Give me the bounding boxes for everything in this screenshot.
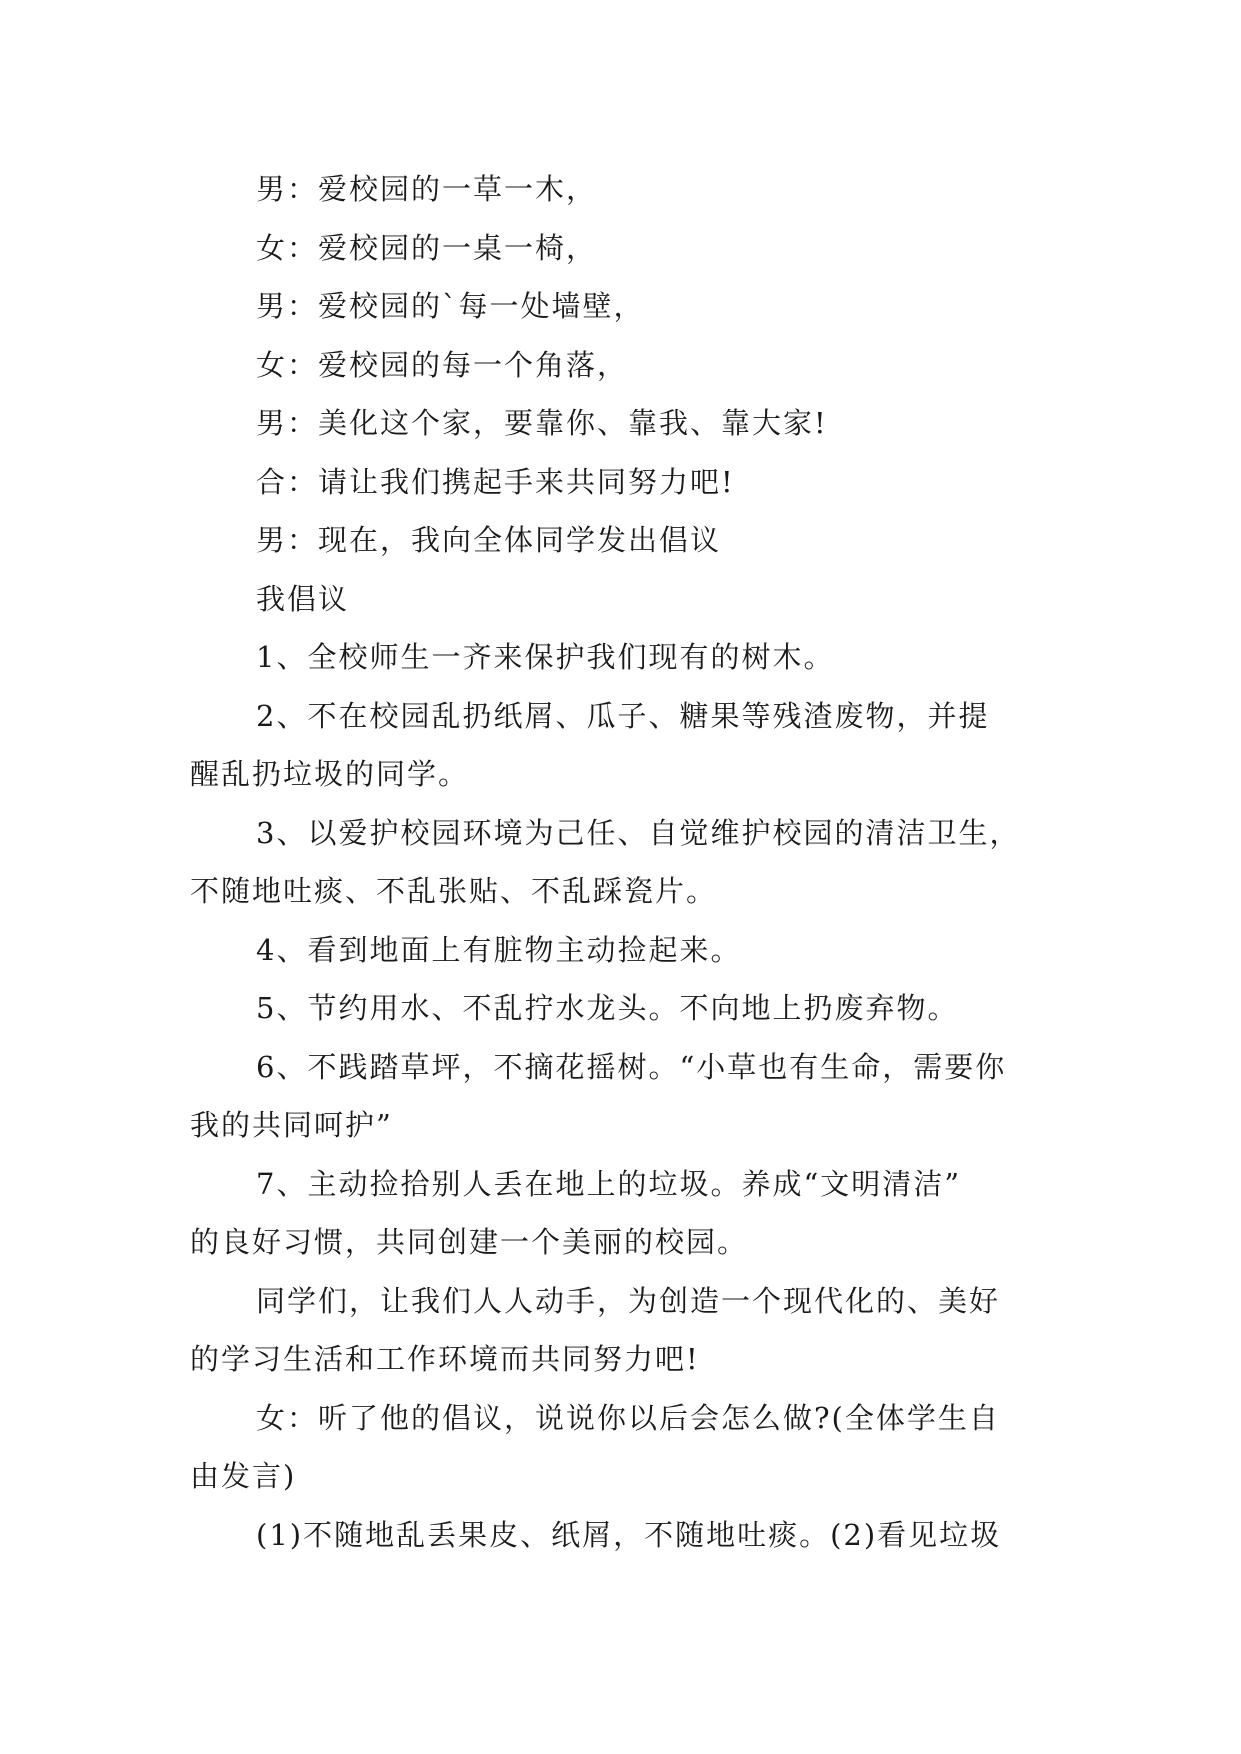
- response-list-line: (1)不随地乱丢果皮、纸屑，不随地吐痰。(2)看见垃圾: [256, 1517, 1002, 1552]
- dialogue-line: 男：爱校园的`每一处墙壁，: [256, 289, 645, 323]
- closing-paragraph-continued: 的学习生活和工作环境而共同努力吧!: [190, 1342, 700, 1376]
- proposal-item-7-continued: 的良好习惯，共同创建一个美丽的校园。: [190, 1225, 749, 1259]
- dialogue-line: 女：爱校园的每一个角落，: [256, 347, 629, 382]
- dialogue-line: 男：美化这个家，要靠你、靠我、靠大家!: [256, 406, 828, 440]
- proposal-heading: 我倡议: [256, 581, 350, 616]
- proposal-item-3-continued: 不随地吐痰、不乱张贴、不乱踩瓷片。: [190, 874, 718, 908]
- dialogue-line: 女：听了他的倡议，说说你以后会怎么做?(全体学生自: [256, 1400, 1000, 1435]
- dialogue-line: 女：爱校园的一桌一椅，: [256, 230, 598, 265]
- proposal-item-3: 3、以爱护校园环境为己任、自觉维护校园的清洁卫生，: [256, 815, 1021, 850]
- proposal-item-6: 6、不践踏草坪，不摘花摇树。“小草也有生命，需要你: [256, 1049, 1007, 1084]
- proposal-item-2-continued: 醒乱扔垃圾的同学。: [190, 757, 470, 791]
- document-body: [190, 160, 1060, 1564]
- dialogue-line: 男：爱校园的一草一木，: [256, 172, 598, 206]
- closing-paragraph: 同学们，让我们人人动手，为创造一个现代化的、美好: [256, 1283, 1001, 1318]
- dialogue-line: 合：请让我们携起手来共同努力吧!: [256, 464, 735, 499]
- proposal-item-4: 4、看到地面上有脏物主动捡起来。: [256, 932, 742, 967]
- proposal-item-6-continued: 我的共同呵护”: [190, 1108, 393, 1142]
- proposal-item-1: 1、全校师生一齐来保护我们现有的树木。: [256, 640, 835, 674]
- proposal-item-7: 7、主动捡拾别人丢在地上的垃圾。养成“文明清洁”: [256, 1166, 962, 1201]
- proposal-item-5: 5、节约用水、不乱拧水龙头。不向地上扔废弃物。: [256, 991, 959, 1025]
- proposal-item-2: 2、不在校园乱扔纸屑、瓜子、糖果等残渣废物，并提: [256, 698, 990, 733]
- dialogue-line: 男：现在，我向全体同学发出倡议: [256, 523, 722, 557]
- dialogue-line-continued: 由发言): [190, 1459, 297, 1493]
